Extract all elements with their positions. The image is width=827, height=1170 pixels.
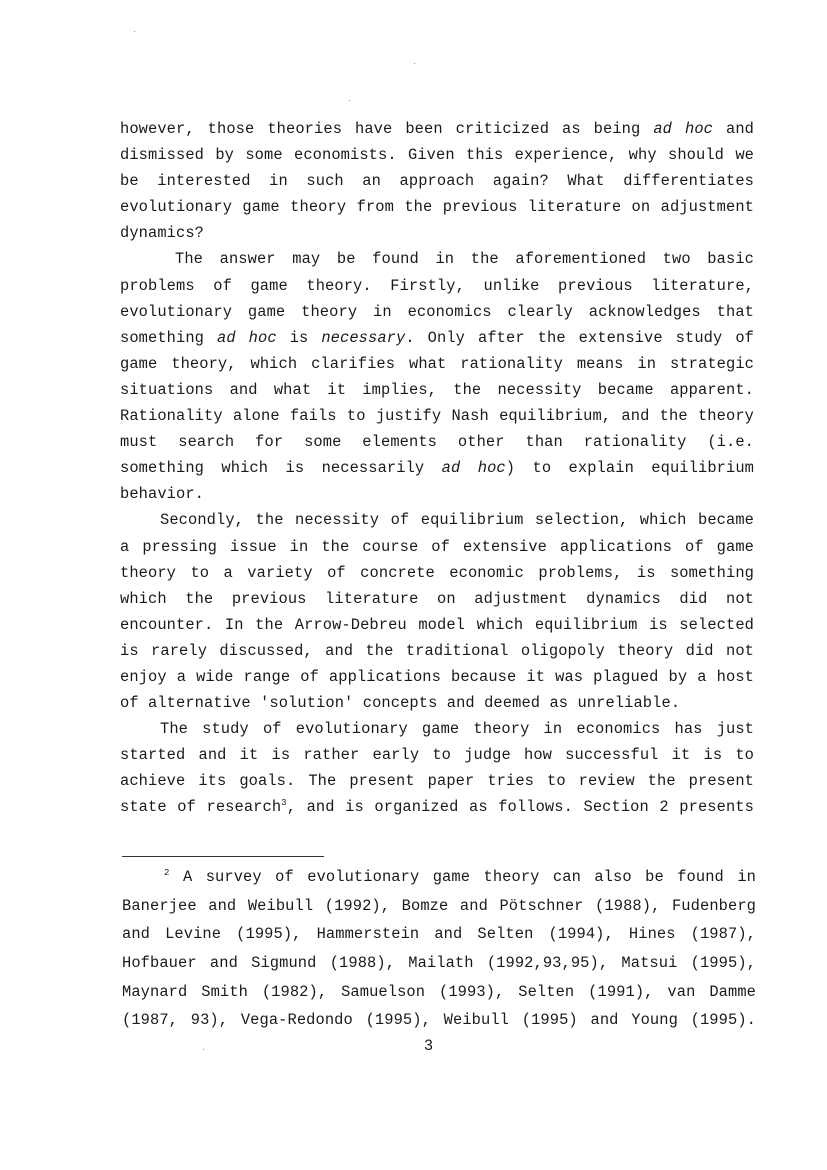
text-line: which the previous literature on adjustment dynamics did not (120, 589, 754, 608)
footnote-line: $^2$ A survey of evolutionary game theory can also be found in (164, 867, 756, 886)
text-line: problems of game theory. Firstly, unlike previous literature, (120, 276, 754, 295)
text-line: something which is necessarily ad hoc) to explain equilibrium (120, 459, 754, 478)
text-line: must search for some elements other than rationality (i.e. (120, 433, 754, 452)
text-line: behavior. (120, 485, 205, 504)
text-line: situations and what it implies, the necessity became apparent. (120, 380, 754, 399)
text-line: The answer may be found in the aforementioned two basic (175, 250, 754, 269)
footnote-line: Hofbauer and Sigmund (1988), Mailath (1992,93,95), Matsui (1995), (122, 954, 756, 973)
footnote-reference: 3 (281, 798, 287, 809)
text-line: encounter. In the Arrow-Debreu model which equilibrium is selected (120, 615, 754, 634)
body-text (120, 116, 754, 821)
scan-speck (349, 100, 350, 101)
footnote (122, 863, 756, 1035)
text-line: however, those theories have been criticized as being ad hoc and (120, 120, 755, 138)
text-line: state of research$^3$, and is organized as follows. Section 2 presents (120, 798, 754, 817)
footnote-marker: 2 (164, 867, 170, 878)
scan-speck (414, 63, 415, 64)
text-line: be interested in such an approach again? What differentiates (120, 172, 754, 191)
text-line: evolutionary game theory in economics clearly acknowledges that (120, 302, 754, 321)
text-line: started and it is rather early to judge how successful it is to (120, 746, 754, 765)
text-line: enjoy a wide range of applications because it was plagued by a host (120, 667, 754, 686)
text-line: a pressing issue in the course of extensive applications of game (120, 537, 754, 556)
text-line: achieve its goals. The present paper tries to review the present (120, 772, 754, 791)
text-line: dismissed by some economists. Given this experience, why should we (120, 146, 754, 165)
footnote-separator (122, 856, 324, 857)
text-line: The study of evolutionary game theory in economics has just (160, 720, 754, 739)
footnote-line: Banerjee and Weibull (1992), Bomze and Pötschner (1988), Fudenberg (122, 896, 756, 915)
text-line: game theory, which clarifies what rationality means in strategic (120, 354, 754, 373)
scan-speck (134, 31, 135, 32)
footnote-line: (1987, 93), Vega-Redondo (1995), Weibull (1995) and Young (1995). (122, 1011, 756, 1030)
text-line: Secondly, the necessity of equilibrium selection, which became (160, 511, 754, 530)
text-line: dynamics? (120, 224, 205, 243)
text-line: theory to a variety of concrete economic problems, is something (120, 563, 754, 582)
text-line: something ad hoc is necessary. Only after the extensive study of (120, 328, 755, 347)
page-number: 3 (423, 1037, 434, 1055)
footnote-line: and Levine (1995), Hammerstein and Selten (1994), Hines (1987), (122, 925, 756, 944)
footnote-line: Maynard Smith (1982), Samuelson (1993), Selten (1991), van Damme (122, 982, 756, 1001)
text-line: of alternative 'solution' concepts and deemed as unreliable. (120, 694, 681, 713)
text-line: evolutionary game theory from the previous literature on adjustment (120, 198, 754, 217)
text-line: is rarely discussed, and the traditional oligopoly theory did not (120, 641, 754, 660)
text-line: Rationality alone fails to justify Nash equilibrium, and the theory (120, 407, 754, 426)
